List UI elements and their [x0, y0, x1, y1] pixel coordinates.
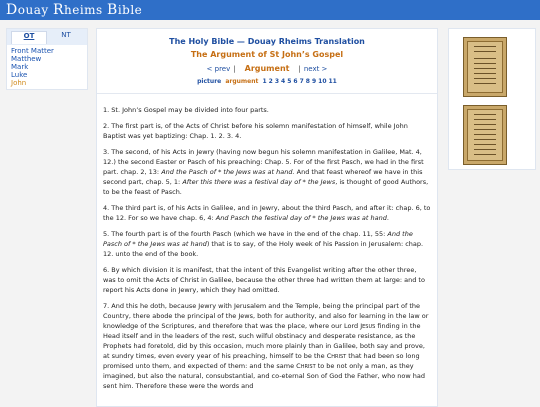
paragraph-1: 1. St. John’s Gospel may be divided into four parts. [103, 106, 269, 114]
page-link-11[interactable]: 11 [328, 78, 337, 85]
page-link-3[interactable]: 3 [274, 78, 280, 85]
book-link-matthew[interactable]: Matthew [11, 55, 42, 63]
nav-separator: | [298, 65, 301, 73]
book-link-john[interactable]: John [11, 79, 27, 87]
page-link-picture[interactable]: picture [197, 78, 222, 85]
tab-new-testament[interactable]: NT [61, 31, 71, 39]
site-logo[interactable]: Douay Rheims Bible [6, 2, 143, 18]
paragraph-5: 5. The fourth part is of the fourth Pasch (which we have in the end of the chap. 11, 55: And the Pasch of * the Jews was at hand) that is to say, of the Holy week of his Passion in Jerusalem: chap. 12. unto the end of the book. [103, 230, 424, 258]
paragraph-7: 7. And this he doth, because Jewry with Jerusalem and the Temple, being the principal part of the Country, there abode the principal of the Jews, both for authority, and also for learning in the law or knowledge of the Scriptures, and therefore that was the place, where our Lord Jesus finding in the Head itself and in the leaders of the rest, such wilful obstinacy and desperate resistance, as the Prophets had foretold, did by this occasion, much more plainly than in Galilee, both say and prove, at sundry times, even every year of his preaching, himself to be the Christ that had been so long promised unto them, and expected of them: and the same Christ to be not only a man, as they imagined, but also the natural, consubstantial, and co-eternal Son of God the Father, who now had sent him. Therefore these were the words and [103, 302, 429, 390]
tab-old-testament[interactable]: OT [11, 31, 47, 44]
page-link-argument[interactable]: argument [225, 78, 259, 85]
facsimile-page-image [467, 109, 503, 161]
nav-separator: | [233, 65, 236, 73]
page-link-8[interactable]: 8 [305, 78, 310, 85]
page-link-2[interactable]: 2 [268, 78, 273, 85]
book-list [11, 47, 54, 87]
page-link-1[interactable]: 1 [262, 78, 267, 85]
testament-tabs [7, 29, 87, 45]
argument-text [103, 105, 431, 397]
prev-link[interactable]: < prev [206, 65, 231, 73]
page-title: The Holy Bible — Douay Rheims Translation [169, 37, 365, 46]
page-link-5[interactable]: 5 [287, 78, 292, 85]
current-section: Argument [244, 64, 290, 73]
paragraph-6: 6. By which division it is manifest, that the intent of this Evangelist writing after the other three, was to omit the Acts of Christ in Galilee, because the other three had written them at large: and to report his Acts done in Jewry, which they had omitted. [103, 266, 425, 294]
book-link-mark[interactable]: Mark [11, 63, 29, 71]
page-header [97, 29, 437, 91]
paragraph-2: 2. The first part is, of the Acts of Christ before his solemn manifestation of himself, while John Baptist was yet baptizing: Chap. 1. 2. 3. 4. [103, 122, 408, 140]
page-link-4[interactable]: 4 [281, 78, 286, 85]
top-bar [0, 0, 540, 20]
page-subtitle: The Argument of St John’s Gospel [190, 50, 344, 59]
paragraph-4: 4. The third part is, of his Acts in Galilee, and in Jewry, about the third Pasch, and after it: chap. 6, to the 12. For so we have chap. 6, 4: And Pasch the festival day of * the Jews was at hand. [103, 204, 431, 222]
main-content [96, 28, 438, 407]
divider [97, 93, 437, 94]
chapter-nav [97, 64, 437, 73]
book-sidebar [6, 28, 88, 90]
paragraph-3: 3. The second, of his Acts in Jewry (having now begun his solemn manifestation in Galilee, Mat. 4, 12.) the second Easter or Pasch of his preaching: Chap. 5. For of the first Pasch, we had in the first part. chap. 2, 13: And the Pasch of * the Jews was at hand. And that feast whereof we have in this second part, chap. 5, 1: After this there was a festival day of * the Jews, is thought of good Authors, to be the feast of Pasch. [103, 148, 429, 196]
facsimile-page-image [467, 41, 503, 93]
facsimile-panel [448, 28, 536, 170]
page-link-6[interactable]: 6 [293, 78, 298, 85]
book-link-luke[interactable]: Luke [11, 71, 28, 79]
next-link[interactable]: next > [303, 65, 328, 73]
page-links [97, 78, 437, 85]
book-link-front-matter[interactable]: Front Matter [11, 47, 54, 55]
page-link-9[interactable]: 9 [311, 78, 317, 85]
page-link-7[interactable]: 7 [299, 78, 304, 85]
facsimile-page-thumbnail[interactable] [463, 37, 507, 97]
page-link-10[interactable]: 10 [318, 78, 327, 85]
facsimile-page-thumbnail[interactable] [463, 105, 507, 165]
